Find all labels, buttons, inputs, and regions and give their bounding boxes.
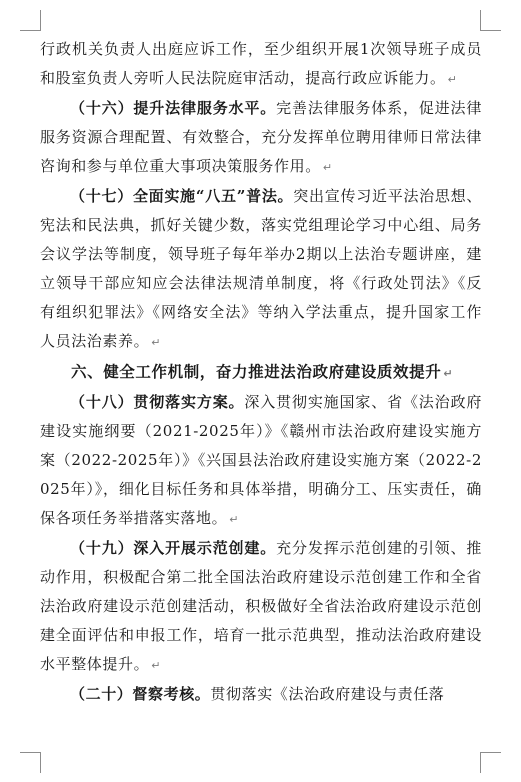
document-body	[40, 35, 482, 709]
paragraph-mark-icon: ↵	[151, 659, 162, 672]
paragraph-mark-icon: ↵	[151, 336, 162, 349]
paragraph-17	[40, 182, 482, 357]
paragraph-text: 贯彻落实《法治政府建设与责任落	[210, 685, 445, 703]
paragraph-mark-icon: ↵	[229, 513, 240, 526]
paragraph-18	[40, 388, 482, 534]
paragraph-20	[40, 680, 482, 709]
paragraph-mark-icon: ↵	[322, 161, 333, 174]
paragraph-text: 行政机关负责人出庭应诉工作，至少组织开展1次领导班子成员和股室负责人旁听人民法院庭审活动，提高行政应诉能力。	[40, 40, 482, 87]
crop-mark-bottom-right	[480, 752, 501, 773]
paragraph-mark-icon: ↵	[447, 73, 458, 86]
paragraph-text: 突出宣传习近平法治思想、宪法和民法典，抓好关键少数，落实党组理论学习中心组、局务会议学法等制度，领导班子每年举办2期以上法治专题讲座，建立领导干部应知应会法律法规清单制度，将《行政处罚法》《反有组织犯罪法》《网络安全法》等纳入学法重点，提升国家工作人员法治素养。	[40, 187, 482, 350]
paragraph-heading: （十七）全面实施“八五”普法。	[70, 187, 294, 205]
paragraph-heading: （二十）督察考核。	[70, 685, 211, 703]
paragraph-heading: （十九）深入开展示范创建。	[70, 539, 277, 557]
paragraph-text: 充分发挥示范创建的引领、推动作用，积极配合第二批全国法治政府建设示范创建工作和全省法治政府建设示范创建活动，积极做好全省法治政府建设示范创建全面评估和申报工作，培育一批示范典型，推动法治政府建设水平整体提升。	[40, 539, 482, 673]
crop-mark-top-right	[480, 10, 501, 31]
paragraph-continued	[40, 35, 482, 94]
paragraph-text: 深入贯彻实施国家、省《法治政府建设实施纲要（2021-2025年）》《赣州市法治政府建设实施方案（2022-2025年）》《兴国县法治政府建设实施方案（2022-2025年）》，细化目标任务和具体举措，明确分工、压实责任，确保各项任务举措落实落地。	[40, 393, 482, 527]
paragraph-heading: （十六）提升法律服务水平。	[70, 99, 277, 117]
paragraph-text: 完善法律服务体系，促进法律服务资源合理配置、有效整合，充分发挥单位聘用律师日常法律咨询和参与单位重大事项决策服务作用。	[40, 99, 482, 175]
section-title	[40, 357, 482, 388]
crop-mark-top-left	[20, 10, 41, 31]
paragraph-16	[40, 94, 482, 182]
paragraph-19	[40, 534, 482, 680]
crop-mark-bottom-left	[20, 752, 41, 773]
section-title-text: 六、健全工作机制，奋力推进法治政府建设质效提升	[71, 362, 442, 381]
paragraph-mark-icon: ↵	[443, 367, 454, 380]
paragraph-heading: （十八）贯彻落实方案。	[70, 393, 245, 411]
